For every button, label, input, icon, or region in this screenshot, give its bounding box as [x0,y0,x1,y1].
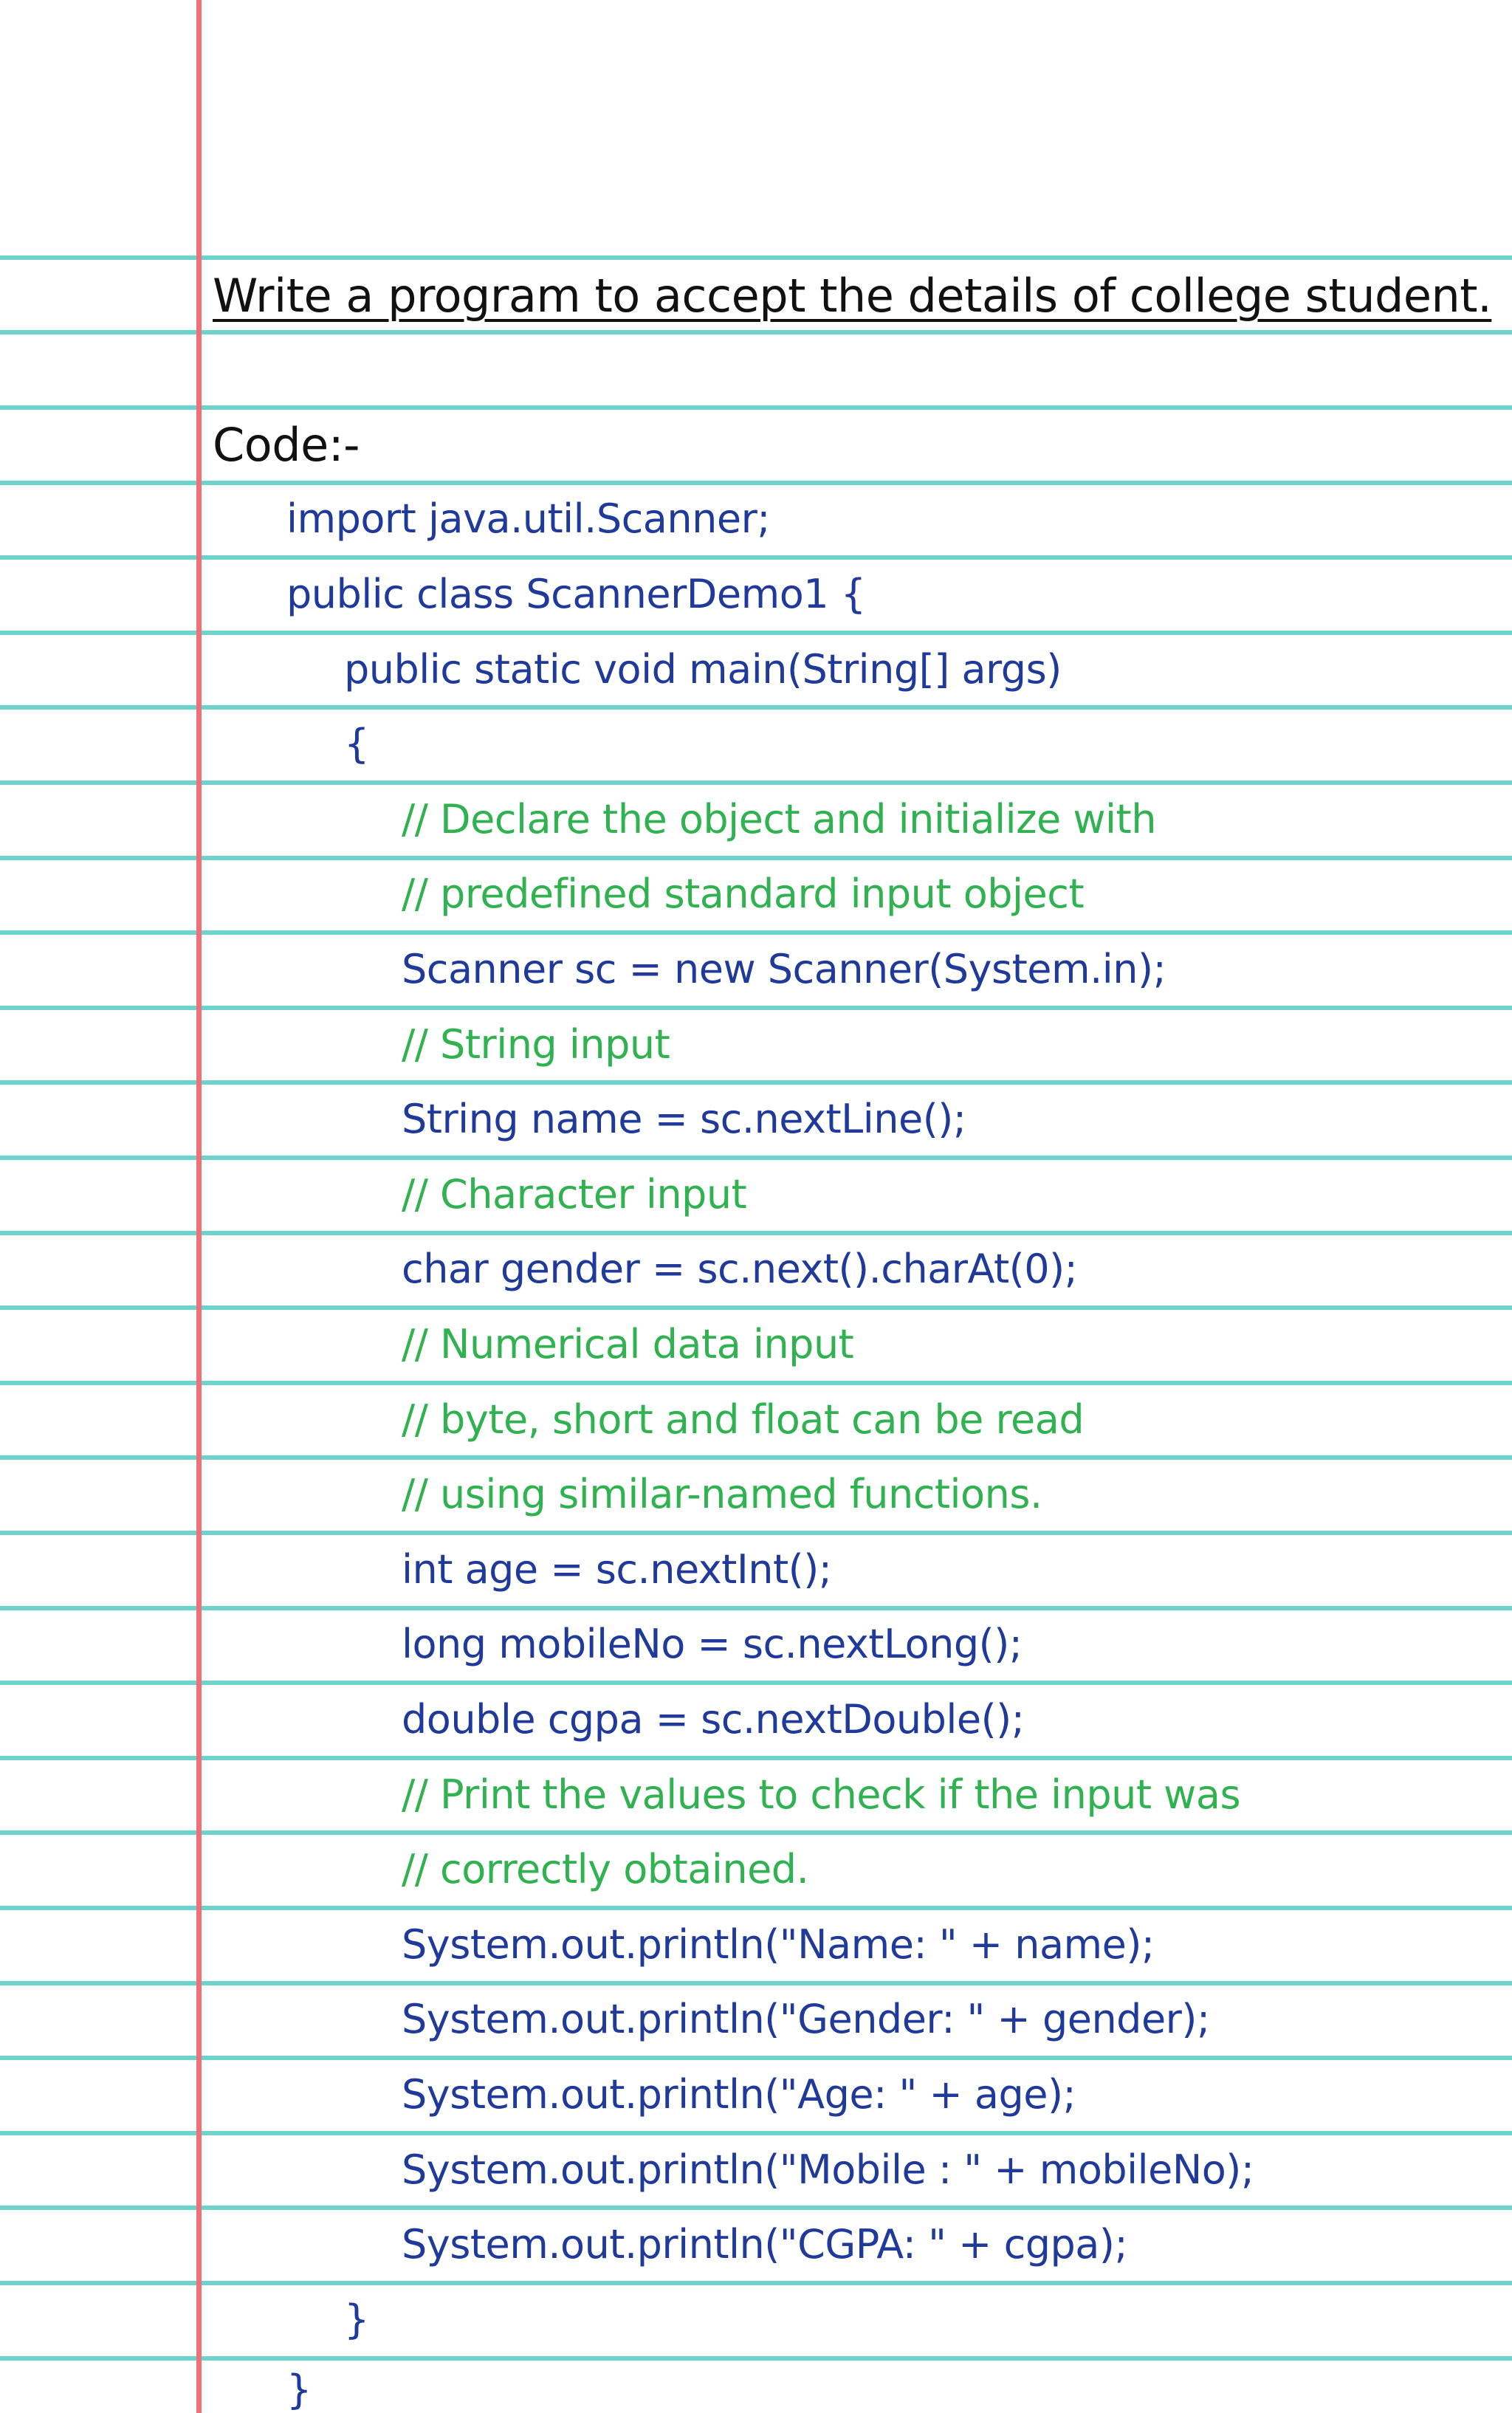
ruled-line [0,1756,1512,1760]
code-line: System.out.println("Gender: " + gender); [402,1996,1210,2042]
comment-line: // String input [402,1021,670,1068]
ruled-line [0,2131,1512,2135]
ruled-line [0,1006,1512,1010]
ruled-line [0,1681,1512,1685]
code-line: } [286,2366,312,2413]
ruled-line [0,255,1512,260]
comment-line: // predefined standard input object [402,871,1085,917]
code-line: char gender = sc.next().charAt(0); [402,1246,1078,1292]
code-line: System.out.println("CGPA: " + cgpa); [402,2221,1128,2268]
ruled-line [0,1455,1512,1460]
ruled-line [0,1606,1512,1610]
ruled-line [0,1381,1512,1385]
code-line: System.out.println("Name: " + name); [402,1921,1155,1968]
code-line: public class ScannerDemo1 { [286,571,866,617]
ruled-line [0,2206,1512,2210]
page-title: Write a program to accept the details of college student. [213,269,1492,323]
code-line: long mobileNo = sc.nextLong(); [402,1621,1023,1667]
ruled-line [0,1080,1512,1085]
ruled-line [0,1981,1512,1985]
code-line: Scanner sc = new Scanner(System.in); [402,946,1166,992]
ruled-line [0,405,1512,410]
comment-line: // byte, short and float can be read [402,1396,1085,1443]
comment-line: // Character input [402,1171,747,1218]
ruled-line [0,1531,1512,1535]
code-line: System.out.println("Age: " + age); [402,2071,1076,2118]
code-line: int age = sc.nextInt(); [402,1546,832,1593]
ruled-line [0,481,1512,485]
comment-line: // Declare the object and initialize with [402,796,1156,842]
ruled-line [0,2281,1512,2285]
code-line: System.out.println("Mobile : " + mobileNo); [402,2146,1254,2193]
ruled-line [0,1231,1512,1235]
ruled-line [0,631,1512,635]
ruled-line [0,2056,1512,2060]
ruled-line [0,330,1512,334]
comment-line: // correctly obtained. [402,1846,809,1892]
code-line: import java.util.Scanner; [286,495,770,542]
code-label: Code:- [213,418,360,472]
ruled-line [0,930,1512,935]
comment-line: // Numerical data input [402,1321,854,1367]
code-line: String name = sc.nextLine(); [402,1096,966,1142]
code-line: } [344,2296,369,2343]
ruled-line [0,705,1512,710]
ruled-line [0,1830,1512,1835]
ruled-line [0,555,1512,560]
ruled-line [0,1305,1512,1310]
ruled-line [0,2356,1512,2361]
comment-line: // Print the values to check if the input was [402,1771,1241,1818]
ruled-line [0,1156,1512,1160]
ruled-line [0,1906,1512,1910]
ruled-line [0,780,1512,785]
ruled-line [0,856,1512,860]
code-line: double cgpa = sc.nextDouble(); [402,1696,1025,1743]
code-line: { [344,721,369,767]
margin-line [196,0,202,2413]
code-line: public static void main(String[] args) [344,646,1062,693]
comment-line: // using similar-named functions. [402,1471,1042,1517]
